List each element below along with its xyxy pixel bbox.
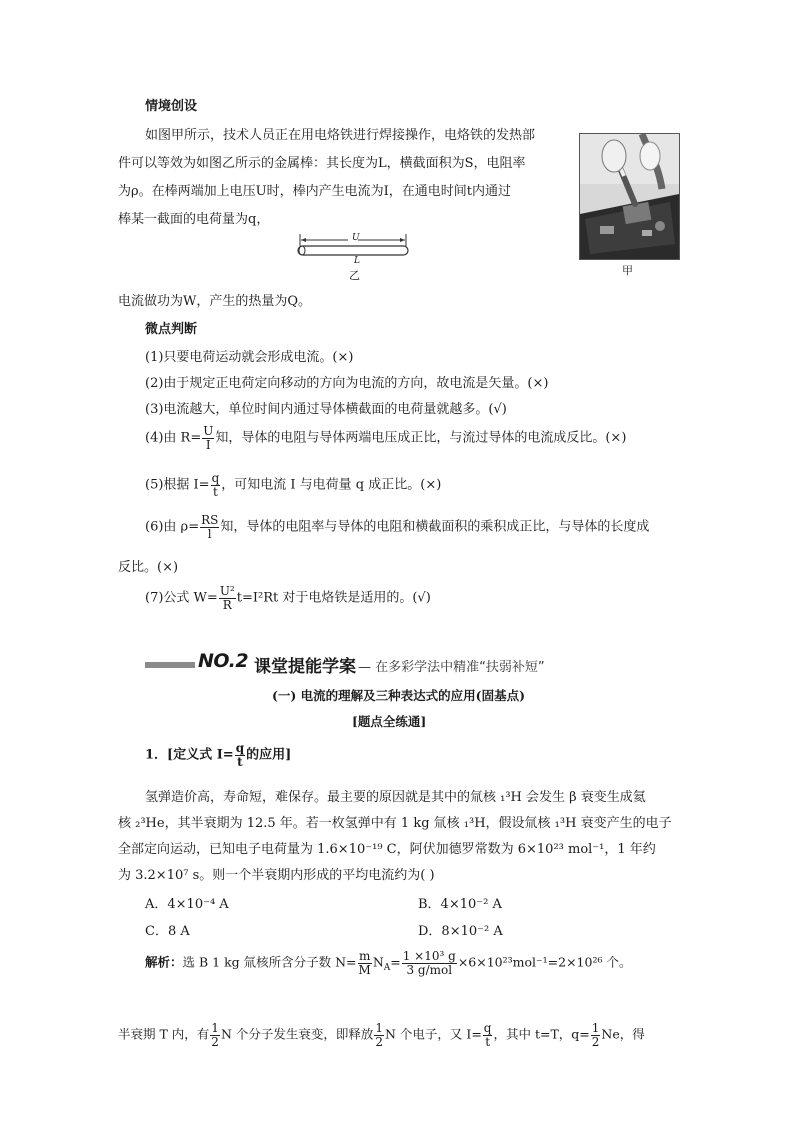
q1-title-den: t (237, 754, 243, 769)
question-1-line-2: 核 ₂³He，其半衰期为 12.5 年。若一枚氢弹中有 1 kg 氚核 ₁³H，假设氚核 ₁³H 衰变产生的电子 (118, 816, 672, 831)
topic-subtitle: [题点全练通] (352, 714, 427, 729)
scenario-line-3: 为ρ。在棒两端加上电压U时，棒内产生电流为I，在通电时间t内通过 (118, 184, 511, 199)
solution-label: 解析： (145, 954, 183, 970)
sol2-b: N 个分子发生衰变，即释放 (220, 1026, 374, 1042)
item7-pre: (7)公式 W= (145, 590, 218, 606)
sol2-f2-den: 2 (375, 1034, 383, 1049)
sol2-d: ，其中 t=T，q= (493, 1026, 590, 1042)
q1-title-num: q (235, 741, 245, 755)
item6-den: l (207, 526, 212, 541)
item7-den: R (222, 597, 232, 612)
q1-title-fraction (235, 742, 245, 768)
judgement-item-4 (145, 425, 626, 451)
item4-post: 知，导体的电阻与导体两端电压成正比，与流过导体的电流成反比。(×) (215, 430, 627, 446)
sol1-b: N (372, 954, 384, 970)
sol2-frac3 (483, 1022, 493, 1048)
rod-l-label: L (354, 256, 360, 266)
sol2-e: Ne，得 (601, 1026, 645, 1042)
sol2-a: 半衰期 T 内，有 (118, 1026, 210, 1042)
judgement-item-2: (2)由于规定正电荷定向移动的方向为电流的方向，故电流是矢量。(×) (145, 376, 549, 391)
item7-num: U² (219, 584, 235, 598)
item5-post: ，可知电流 I 与电荷量 q 成正比。(×) (221, 477, 442, 493)
sol2-f4-den: 2 (591, 1034, 600, 1049)
heading-judgement: 微点判断 (145, 322, 198, 337)
sol2-f1-num: 1 (211, 1021, 219, 1035)
item4-den: I (205, 437, 211, 452)
sol1-f2-den: 3 g/mol (406, 962, 453, 977)
item5-fraction (211, 472, 221, 498)
item6-pre: (6)由 ρ= (145, 519, 200, 535)
sol1-f2-num: 1 ×10³ g (402, 949, 456, 963)
sol2-frac4 (591, 1022, 601, 1048)
sol1-frac1 (358, 950, 372, 976)
question-1-line-4: 为 3.2×10⁷ s。则一个半衰期内形成的平均电流约为( ) (118, 868, 435, 883)
sol1-d: = (390, 954, 401, 970)
sol2-frac2 (374, 1022, 384, 1048)
scenario-line-4: 棒某一截面的电荷量为q， (118, 212, 270, 227)
rod-caption: 乙 (349, 269, 360, 282)
sol2-f4-num: 1 (591, 1021, 600, 1035)
topic-title: (一) 电流的理解及三种表达式的应用(固基点) (272, 688, 526, 703)
sol1-frac2 (402, 950, 457, 976)
item7-post: t=I²Rt 对于电烙铁是适用的。(√) (236, 590, 431, 606)
question-1-title (145, 742, 291, 768)
item6-num: RS (201, 513, 219, 527)
scenario-line-2: 件可以等效为如图乙所示的金属棒：其长度为L，横截面积为S，电阻率 (118, 156, 526, 171)
sol2-f3-den: t (485, 1034, 491, 1049)
banner-title: 课堂提能学案 (254, 657, 356, 677)
sol2-f2-num: 1 (375, 1021, 383, 1035)
banner-subtitle: — 在多彩学法中精准“扶弱补短” (358, 660, 545, 675)
sol2-f1-den: 2 (211, 1034, 219, 1049)
judgement-item-6-line-2: 反比。(×) (118, 560, 179, 575)
rod-u-label: U (352, 233, 360, 243)
sol2-c: N 个电子，又 I= (385, 1026, 482, 1042)
q1-title-pre: 1．[定义式 I= (145, 747, 234, 763)
sol2-frac1 (210, 1022, 220, 1048)
sol1-f1-num: m (358, 949, 371, 963)
solution-line-1 (145, 950, 631, 976)
judgement-item-6 (145, 514, 649, 540)
item4-fraction (202, 425, 214, 451)
question-1-line-3: 全部定向运动，已知电子电荷量为 1.6×10⁻¹⁹ C，阿伏加德罗常数为 6×10²³ mol⁻¹，1 年约 (118, 842, 656, 857)
heading-scenario: 情境创设 (145, 99, 198, 114)
sol1-c: A (383, 963, 391, 974)
option-d: D．8×10⁻² A (418, 924, 503, 939)
option-b: B．4×10⁻² A (418, 897, 502, 912)
sol1-a: 选 B 1 kg 氚核所含分子数 N= (182, 954, 357, 970)
item4-num: U (203, 424, 214, 438)
item7-fraction (219, 585, 236, 611)
item5-pre: (5)根据 I= (145, 477, 210, 493)
sol1-e: ×6×10²³mol⁻¹=2×10²⁶ 个。 (457, 954, 632, 970)
solution-line-2 (118, 1022, 645, 1048)
judgement-item-3: (3)电流越大，单位时间内通过导体横截面的电荷量就越多。(√) (145, 402, 507, 417)
option-c: C．8 A (145, 924, 190, 939)
judgement-item-1: (1)只要电荷运动就会形成电流。(×) (145, 350, 354, 365)
sol2-f3-num: q (483, 1021, 492, 1035)
option-a: A．4×10⁻⁴ A (145, 897, 229, 912)
scenario-line-1: 如图甲所示，技术人员正在用电烙铁进行焊接操作，电烙铁的发热部 (145, 128, 536, 143)
banner-no-label: NO.2 (198, 650, 249, 672)
item5-den: t (213, 484, 218, 499)
sol1-f1-den: M (358, 962, 371, 977)
item6-post: 知，导体的电阻率与导体的电阻和横截面积的乘积成正比，与导体的长度成 (220, 519, 650, 535)
question-1-line-1: 氢弹造价高，寿命短，难保存。最主要的原因就是其中的氚核 ₁³H 会发生 β 衰变生成氦 (145, 790, 646, 805)
item5-num: q (211, 471, 220, 485)
soldering-photo (579, 133, 680, 260)
judgement-item-5 (145, 472, 441, 498)
photo-caption: 甲 (622, 264, 633, 277)
judgement-item-7 (145, 585, 431, 611)
item6-fraction (200, 514, 219, 540)
scenario-line-5: 电流做功为W，产生的热量为Q。 (118, 294, 312, 309)
banner-bar (145, 662, 195, 668)
item4-pre: (4)由 R= (145, 430, 202, 446)
q1-title-post: 的应用] (246, 747, 292, 763)
